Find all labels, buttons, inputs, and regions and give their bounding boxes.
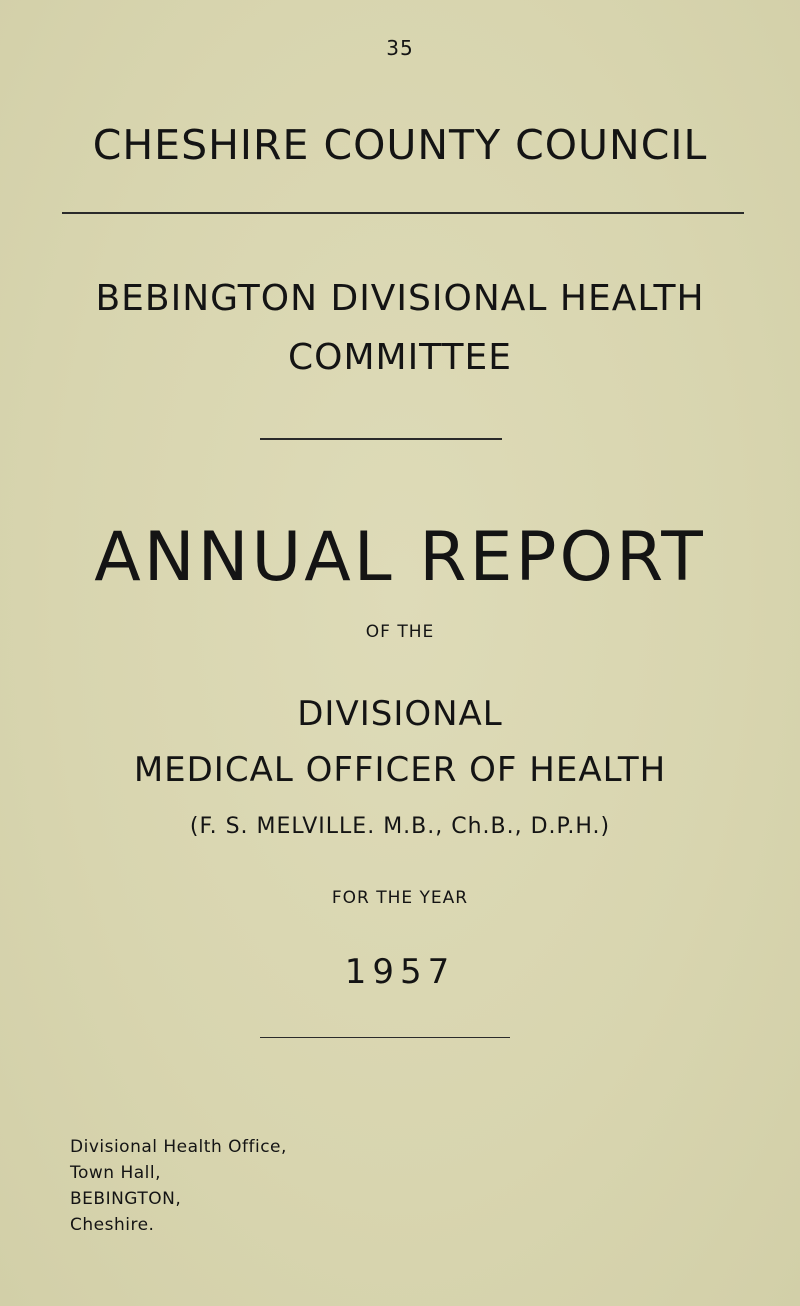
committee-heading-line2: COMMITTEE [287,337,513,378]
officer-heading: MEDICAL OFFICER OF HEALTH [133,750,667,790]
divisional-heading: DIVISIONAL [297,694,503,734]
divider-middle [260,438,502,440]
address-line-3: BEBINGTON, [70,1189,182,1209]
divider-top [62,212,744,214]
of-the-text: OF THE [365,622,435,642]
page-number: 35 [386,36,414,60]
divider-bottom [260,1037,510,1038]
office-address [70,1134,287,1238]
report-title: ANNUAL REPORT [94,518,706,597]
address-line-1: Divisional Health Office, [70,1137,287,1157]
committee-heading-line1: BEBINGTON DIVISIONAL HEALTH [95,278,705,319]
address-line-2: Town Hall, [70,1163,162,1183]
officer-name: (F. S. MELVILLE. M.B., Ch.B., D.P.H.) [189,814,611,839]
report-year: 1957 [344,952,456,992]
for-the-year-text: FOR THE YEAR [331,888,469,908]
address-line-4: Cheshire. [70,1215,155,1235]
council-heading: CHESHIRE COUNTY COUNCIL [92,121,708,169]
